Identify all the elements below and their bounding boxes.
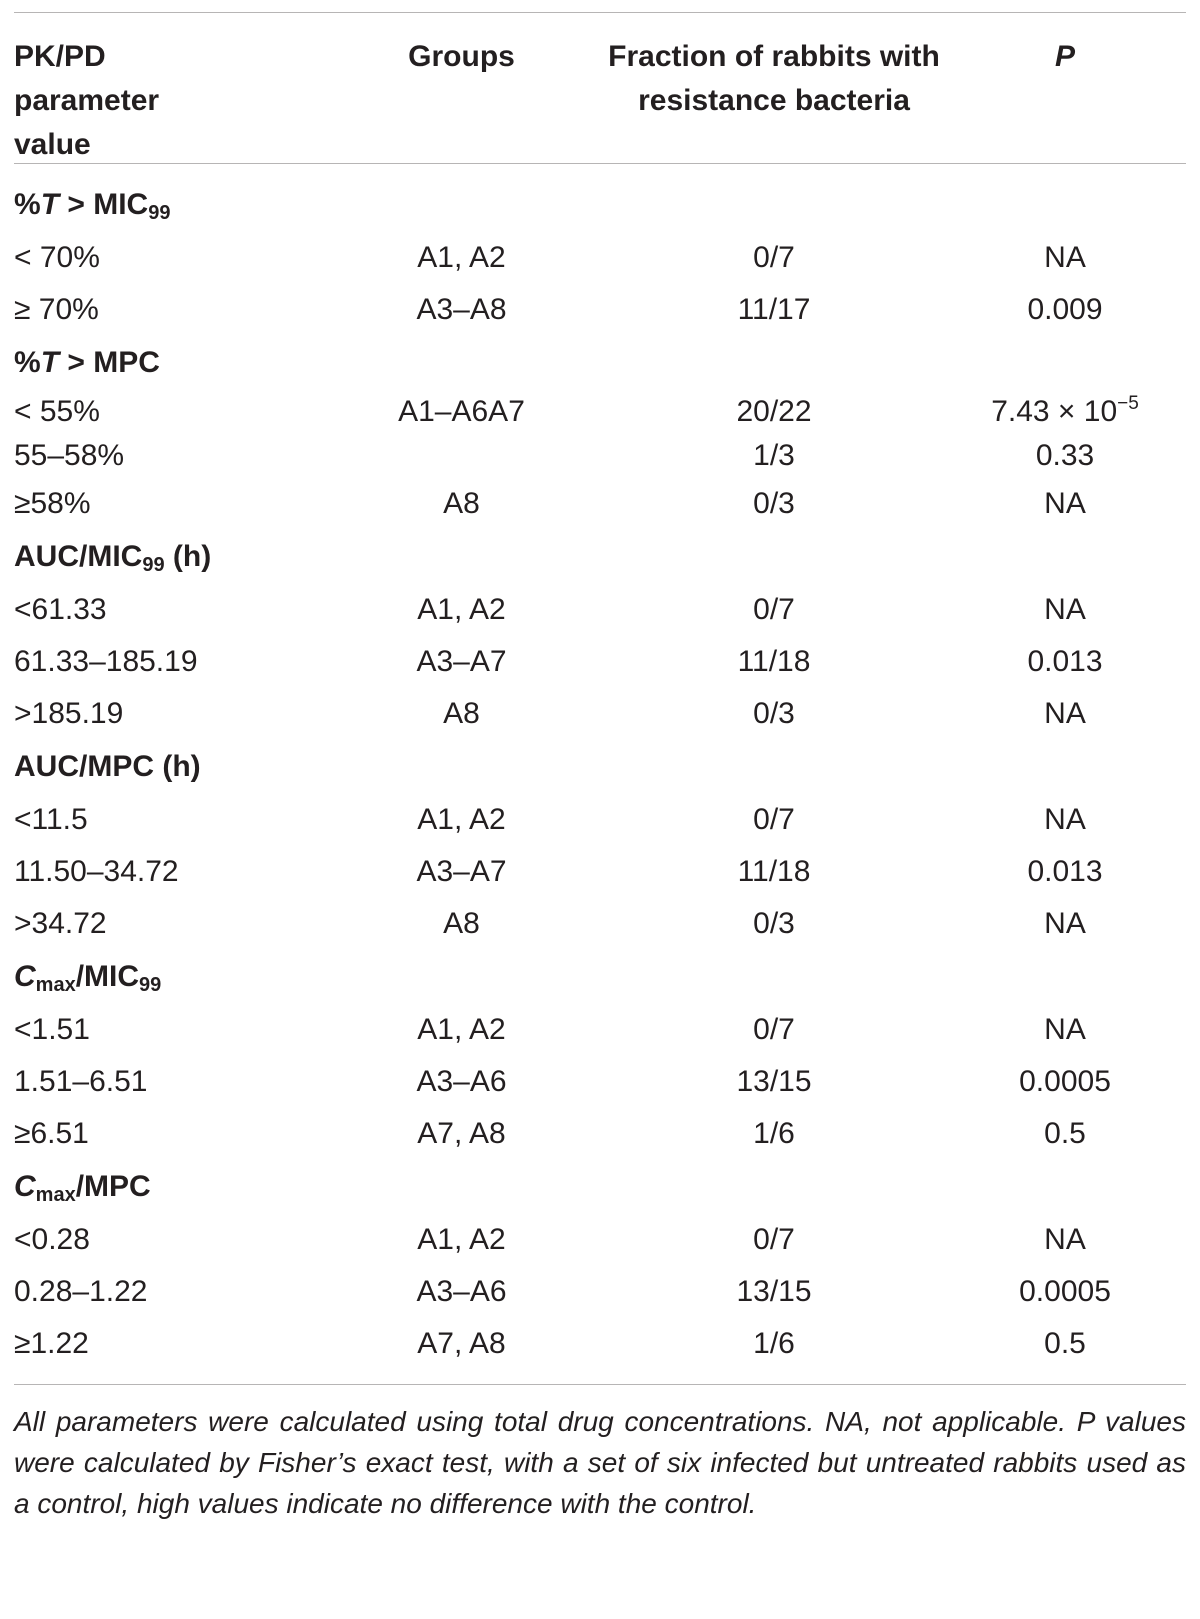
param-range-cell: >185.19 (14, 697, 124, 730)
param-range-cell: <11.5 (14, 803, 88, 836)
fraction-cell: 0/7 (753, 1223, 795, 1256)
data-table (14, 178, 1186, 1370)
param-range-cell: < 55% (14, 395, 100, 428)
table-header (14, 13, 1186, 163)
param-range-cell: <1.51 (14, 1013, 90, 1046)
section-title-variable: C (14, 960, 36, 993)
section-title-variable: T (40, 346, 60, 379)
table-row (14, 1004, 1186, 1056)
section-title (14, 530, 1186, 584)
p-value-cell (944, 1214, 1186, 1266)
section-title-subscript: 99 (142, 554, 165, 576)
p-value-cell (944, 688, 1186, 740)
p-value-cell (944, 1004, 1186, 1056)
p-value-text: 0.0005 (1019, 1275, 1111, 1308)
table-row (14, 1318, 1186, 1370)
header-pkpd-parameter (14, 35, 319, 167)
p-value-cell (944, 478, 1186, 530)
param-range-cell: ≥ 70% (14, 293, 99, 326)
table-row (14, 846, 1186, 898)
groups-cell: A1, A2 (417, 1013, 506, 1046)
fraction-cell: 11/18 (737, 855, 811, 888)
p-value-text: NA (1044, 1013, 1086, 1046)
header-line: resistance bacteria (638, 84, 910, 117)
p-value-text: 0.013 (1027, 645, 1103, 678)
p-value-text: NA (1044, 803, 1086, 836)
table-row (14, 1108, 1186, 1160)
param-range-cell: 11.50–34.72 (14, 855, 179, 888)
p-value-text: NA (1044, 907, 1086, 940)
section-header-row (14, 178, 1186, 232)
header-line: value (14, 128, 91, 161)
param-range-cell: 1.51–6.51 (14, 1065, 148, 1098)
fraction-cell: 11/17 (737, 293, 811, 326)
fraction-cell: 1/3 (753, 439, 795, 472)
header-groups: Groups (408, 40, 515, 73)
p-value-cell (944, 1266, 1186, 1318)
fraction-cell: 13/15 (736, 1275, 812, 1308)
p-value-exponent: −5 (1117, 393, 1139, 414)
groups-cell: A1, A2 (417, 803, 506, 836)
p-value-cell (944, 636, 1186, 688)
p-value-text: 0.009 (1027, 293, 1103, 326)
p-value-text: NA (1044, 697, 1086, 730)
p-value-cell (944, 794, 1186, 846)
p-value-text: NA (1044, 487, 1086, 520)
header-fraction (604, 35, 944, 167)
bottom-rule (14, 1384, 1186, 1385)
groups-cell (319, 434, 604, 478)
param-range-cell: 0.28–1.22 (14, 1275, 148, 1308)
groups-cell: A3–A6 (416, 1065, 507, 1098)
fraction-cell: 0/3 (753, 907, 795, 940)
param-range-cell: 55–58% (14, 439, 125, 472)
p-value-cell (944, 846, 1186, 898)
groups-cell: A8 (443, 487, 480, 520)
groups-cell: A1, A2 (417, 1223, 506, 1256)
p-value-cell (944, 232, 1186, 284)
param-range-cell: ≥6.51 (14, 1117, 89, 1150)
section-title-text: % (14, 346, 41, 379)
section-title-subscript: max (35, 1184, 76, 1206)
p-value-text: 7.43 × 10 (991, 395, 1118, 428)
groups-cell: A3–A8 (416, 293, 507, 326)
groups-cell: A1, A2 (417, 241, 506, 274)
section-title-text: (h) (164, 540, 212, 573)
p-value-cell (944, 584, 1186, 636)
groups-cell: A3–A6 (416, 1275, 507, 1308)
groups-cell: A8 (443, 907, 480, 940)
p-value-cell (944, 284, 1186, 336)
p-value-cell (944, 434, 1186, 478)
section-title (14, 336, 1186, 390)
table-row (14, 232, 1186, 284)
table-row (14, 636, 1186, 688)
fraction-cell: 0/3 (753, 487, 795, 520)
p-value-text: 0.0005 (1019, 1065, 1111, 1098)
p-value-text: 0.5 (1044, 1117, 1086, 1150)
table-row (14, 434, 1186, 478)
groups-cell: A3–A7 (416, 855, 507, 888)
section-header-row (14, 1160, 1186, 1214)
fraction-cell: 0/7 (753, 241, 795, 274)
section-title (14, 178, 1186, 232)
section-title-text: > MPC (59, 346, 160, 379)
section-title-subscript: 99 (148, 202, 171, 224)
param-range-cell: 61.33–185.19 (14, 645, 198, 678)
groups-cell: A1, A2 (417, 593, 506, 626)
table-row (14, 478, 1186, 530)
section-title-text: AUC/MIC (14, 540, 143, 573)
p-value-text: NA (1044, 241, 1086, 274)
p-value-text: 0.013 (1027, 855, 1103, 888)
section-title (14, 740, 1186, 794)
table-body (14, 178, 1186, 1370)
table-row (14, 1266, 1186, 1318)
header-line: parameter (14, 84, 160, 117)
header-line: PK/PD (14, 40, 106, 73)
fraction-cell: 20/22 (736, 395, 812, 428)
table-document (14, 12, 1186, 1524)
fraction-cell: 0/7 (753, 803, 795, 836)
groups-cell: A8 (443, 697, 480, 730)
fraction-cell: 1/6 (753, 1327, 795, 1360)
param-range-cell: ≥1.22 (14, 1327, 89, 1360)
fraction-cell: 1/6 (753, 1117, 795, 1150)
p-value-cell (944, 390, 1186, 434)
header-p-label: P (1054, 40, 1075, 73)
header-line: Fraction of rabbits with (608, 40, 940, 73)
table-row (14, 1056, 1186, 1108)
table-row (14, 1214, 1186, 1266)
fraction-cell: 11/18 (737, 645, 811, 678)
groups-cell: A3–A7 (416, 645, 507, 678)
section-title-variable: C (14, 1170, 36, 1203)
table-row (14, 794, 1186, 846)
param-range-cell: >34.72 (14, 907, 107, 940)
section-title-variable: T (40, 188, 60, 221)
table-row (14, 284, 1186, 336)
table-row (14, 688, 1186, 740)
header-p-value (944, 35, 1186, 167)
section-title-text: AUC/MPC (h) (14, 750, 201, 783)
section-title-text: % (14, 188, 41, 221)
param-range-cell: <0.28 (14, 1223, 90, 1256)
section-header-row (14, 336, 1186, 390)
groups-cell: A7, A8 (417, 1117, 506, 1150)
table-row (14, 584, 1186, 636)
groups-cell: A1–A6A7 (398, 395, 525, 428)
fraction-cell: 13/15 (736, 1065, 812, 1098)
section-title (14, 1160, 1186, 1214)
section-header-row (14, 530, 1186, 584)
section-title (14, 950, 1186, 1004)
param-range-cell: <61.33 (14, 593, 107, 626)
p-value-cell (944, 1108, 1186, 1160)
p-value-cell (944, 898, 1186, 950)
param-range-cell: ≥58% (14, 487, 91, 520)
groups-cell: A7, A8 (417, 1327, 506, 1360)
section-header-row (14, 740, 1186, 794)
table-row (14, 390, 1186, 434)
p-value-cell (944, 1056, 1186, 1108)
table-row (14, 898, 1186, 950)
p-value-text: 0.5 (1044, 1327, 1086, 1360)
section-title-text: /MIC (75, 960, 140, 993)
section-title-text: /MPC (75, 1170, 151, 1203)
section-header-row (14, 950, 1186, 1004)
param-range-cell: < 70% (14, 241, 100, 274)
fraction-cell: 0/7 (753, 1013, 795, 1046)
table-footnote: All parameters were calculated using total drug concentrations. NA, not applicable. P values were calculated by Fisher’s exact test, with a set of six infected but untreated rabbits used as a control, high values indicate no difference with the control. (14, 1406, 1186, 1519)
fraction-cell: 0/3 (753, 697, 795, 730)
section-title-text: > MIC (59, 188, 149, 221)
p-value-cell (944, 1318, 1186, 1370)
p-value-text: 0.33 (1035, 439, 1095, 472)
p-value-text: NA (1044, 593, 1086, 626)
section-title-subscript: max (35, 974, 76, 996)
section-title-subscript: 99 (139, 974, 162, 996)
p-value-text: NA (1044, 1223, 1086, 1256)
fraction-cell: 0/7 (753, 593, 795, 626)
